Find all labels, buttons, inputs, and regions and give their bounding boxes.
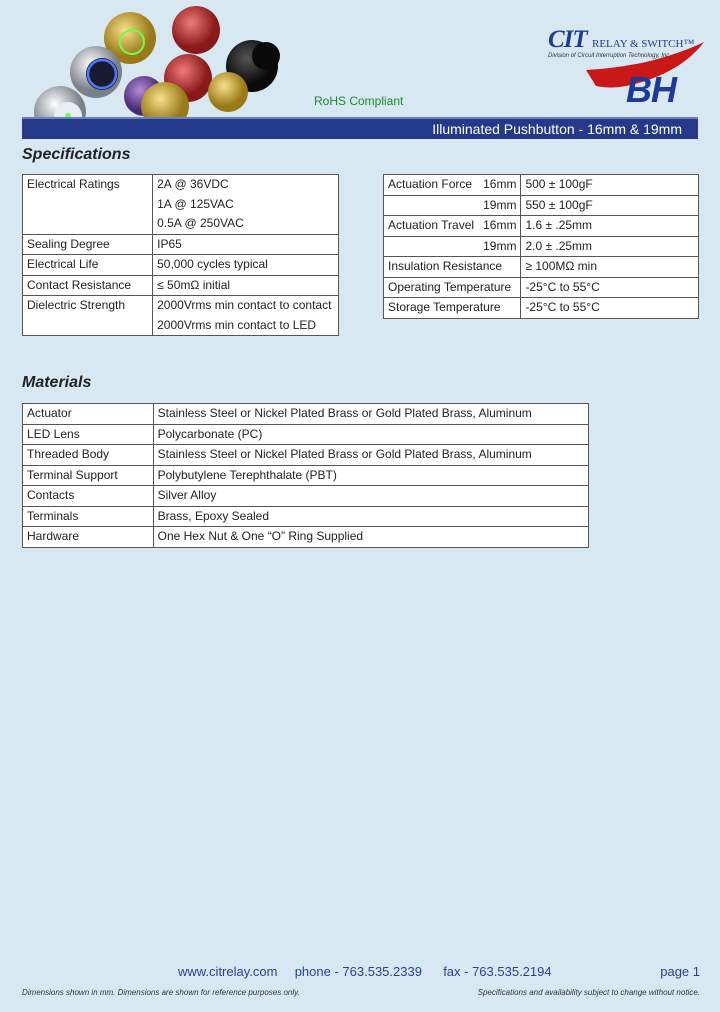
material-value: Brass, Epoxy Sealed [153,506,588,527]
table-row [384,236,699,257]
table-row [23,506,589,527]
table-row [23,486,589,507]
material-label: Contacts [23,486,154,507]
material-value: One Hex Nut & One “O” Ring Supplied [153,527,588,548]
spec-value: 0.5A @ 250VAC [153,214,339,234]
materials-heading: Materials [22,374,92,391]
spec-size: 19mm [478,195,521,216]
table-row [23,275,339,296]
material-label: Hardware [23,527,154,548]
material-label: Threaded Body [23,445,154,466]
materials-table [22,403,589,548]
material-label: Actuator [23,404,154,425]
page-number: page 1 [660,964,700,979]
website-link[interactable]: www.citrelay.com [178,964,278,979]
table-row [23,424,589,445]
table-row [23,255,339,276]
specifications-heading: Specifications [22,146,131,163]
table-row [23,316,339,336]
spec-value: ≤ 50mΩ initial [153,275,339,296]
logo-text: CIT [548,26,587,53]
specifications-left-table [22,174,339,336]
table-row [384,257,699,278]
spec-value: 2000Vrms min contact to LED [153,316,339,336]
table-row [23,404,589,425]
spec-value: IP65 [153,234,339,255]
spec-value: 1A @ 125VAC [153,195,339,215]
table-row [23,234,339,255]
table-row [384,277,699,298]
spec-label: Operating Temperature [384,277,521,298]
table-row [23,175,339,195]
table-row [384,216,699,237]
spec-size: 16mm [478,175,521,196]
material-label: Terminal Support [23,465,154,486]
table-row [23,296,339,316]
material-value: Polycarbonate (PC) [153,424,588,445]
material-label: Terminals [23,506,154,527]
spec-value: -25°C to 55°C [521,277,699,298]
table-row [384,298,699,319]
material-value: Stainless Steel or Nickel Plated Brass or Gold Plated Brass, Aluminum [153,404,588,425]
spec-label: Insulation Resistance [384,257,521,278]
table-row [384,175,699,196]
banner-title: Illuminated Pushbutton - 16mm & 19mm [432,121,682,137]
phone-number: phone - 763.535.2339 [294,964,422,979]
table-row [23,527,589,548]
spec-size: 19mm [478,236,521,257]
spec-value: 2000Vrms min contact to contact [153,296,339,316]
spec-value: 1.6 ± .25mm [521,216,699,237]
fax-number: fax - 763.535.2194 [443,964,552,979]
material-value: Polybutylene Terephthalate (PBT) [153,465,588,486]
spec-label: Contact Resistance [23,275,153,296]
table-row [23,195,339,215]
specifications-right-table [383,174,699,319]
table-row [23,214,339,234]
spec-label: Electrical Life [23,255,153,276]
spec-size: 16mm [478,216,521,237]
spec-label: Storage Temperature [384,298,521,319]
table-row [23,445,589,466]
spec-label: Actuation Force [384,175,479,196]
table-row [23,465,589,486]
table-row [384,195,699,216]
material-value: Silver Alloy [153,486,588,507]
spec-label: Actuation Travel [384,216,479,237]
spec-value: 2.0 ± .25mm [521,236,699,257]
spec-value: -25°C to 55°C [521,298,699,319]
rohs-label: RoHS Compliant [314,94,404,108]
title-banner [22,117,698,139]
spec-value: 2A @ 36VDC [153,175,339,195]
model-code: BH [626,69,676,110]
spec-label: Electrical Ratings [23,175,153,195]
dimensions-note: Dimensions shown in mm. Dimensions are shown for reference purposes only. [22,988,300,997]
spec-label: Sealing Degree [23,234,153,255]
spec-value: ≥ 100MΩ min [521,257,699,278]
logo-division: Division of Circuit Interruption Technology, Inc. [548,53,672,59]
spec-value: 500 ± 100gF [521,175,699,196]
logo-subtitle: RELAY & SWITCH™ [592,38,695,50]
spec-label: Dielectric Strength [23,296,153,316]
spec-value: 550 ± 100gF [521,195,699,216]
material-value: Stainless Steel or Nickel Plated Brass or Gold Plated Brass, Aluminum [153,445,588,466]
footer-contact [178,964,552,979]
material-label: LED Lens [23,424,154,445]
spec-value: 50,000 cycles typical [153,255,339,276]
specifications-note: Specifications and availability subject to change without notice. [477,988,700,997]
